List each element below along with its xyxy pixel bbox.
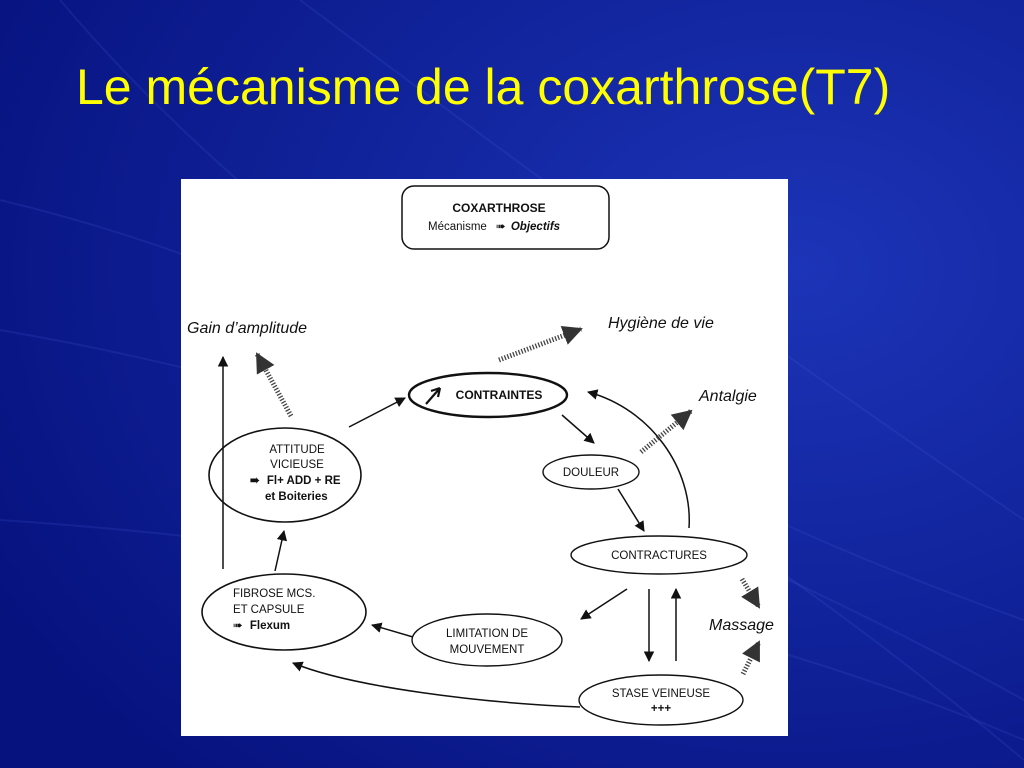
node-attitude-movements: Fl+ ADD + RE bbox=[266, 475, 341, 487]
arrow-attitude-contraintes bbox=[349, 398, 405, 427]
node-contraintes bbox=[409, 373, 567, 417]
header-title: COXARTHROSE bbox=[452, 201, 546, 215]
header-box bbox=[402, 186, 609, 249]
node-stase-line2: +++ bbox=[650, 703, 672, 715]
node-stase-veineuse bbox=[579, 675, 743, 725]
hatched-arrow-antalgie bbox=[641, 411, 691, 452]
header-subtitle-emphasis: Objectifs bbox=[510, 221, 561, 233]
arrow-douleur-contractures bbox=[618, 489, 644, 531]
node-fibrose-line1: FIBROSE MCS. bbox=[233, 588, 316, 600]
node-contractures bbox=[571, 536, 747, 574]
node-fibrose-flexum: Flexum bbox=[249, 620, 291, 632]
header-subtitle-prefix: Mécanisme bbox=[428, 221, 487, 233]
attitude-arrow-icon: ➠ bbox=[250, 475, 260, 487]
hatched-arrow-hygiene bbox=[499, 329, 581, 360]
diagram-scan bbox=[181, 179, 788, 736]
node-fibrose bbox=[202, 574, 366, 650]
label-gain-amplitude: Gain d’amplitude bbox=[187, 320, 308, 337]
node-attitude-line2: VICIEUSE bbox=[270, 459, 324, 471]
label-hygiene: Hygiène de vie bbox=[608, 315, 714, 332]
node-fibrose-line3 bbox=[233, 620, 290, 632]
hatched-arrow-massage-from-stase bbox=[743, 642, 759, 674]
node-stase-line1: STASE VEINEUSE bbox=[611, 688, 711, 700]
header-arrow-icon: ➠ bbox=[496, 221, 506, 233]
node-contractures-label: CONTRACTURES bbox=[611, 550, 707, 562]
node-limitation bbox=[412, 614, 562, 666]
fibrose-arrow-icon: ➠ bbox=[233, 620, 243, 632]
node-attitude-line4: et Boiteries bbox=[265, 491, 328, 503]
node-limitation-line1: LIMITATION DE bbox=[446, 628, 528, 640]
label-massage: Massage bbox=[709, 617, 774, 634]
node-fibrose-line2: ET CAPSULE bbox=[233, 604, 305, 616]
label-antalgie: Antalgie bbox=[699, 388, 757, 405]
arrow-fibrose-attitude bbox=[275, 531, 284, 571]
arrow-contraintes-douleur bbox=[562, 415, 594, 443]
node-contraintes-label: CONTRAINTES bbox=[455, 388, 543, 402]
node-attitude bbox=[209, 428, 361, 522]
arrow-stase-fibrose bbox=[293, 663, 580, 707]
arrow-limitation-fibrose bbox=[372, 625, 413, 637]
slide-title: Le mécanisme de la coxarthrose(T7) bbox=[76, 59, 891, 115]
node-limitation-line2: MOUVEMENT bbox=[449, 644, 525, 656]
hatched-arrow-massage-from-contractures bbox=[742, 579, 759, 607]
node-douleur bbox=[543, 455, 639, 489]
arrow-contractures-limitation bbox=[581, 589, 627, 619]
node-attitude-line1: ATTITUDE bbox=[269, 444, 325, 456]
hatched-arrow-gain bbox=[257, 354, 291, 416]
node-douleur-label: DOULEUR bbox=[562, 467, 620, 479]
diagram-svg bbox=[181, 179, 788, 736]
